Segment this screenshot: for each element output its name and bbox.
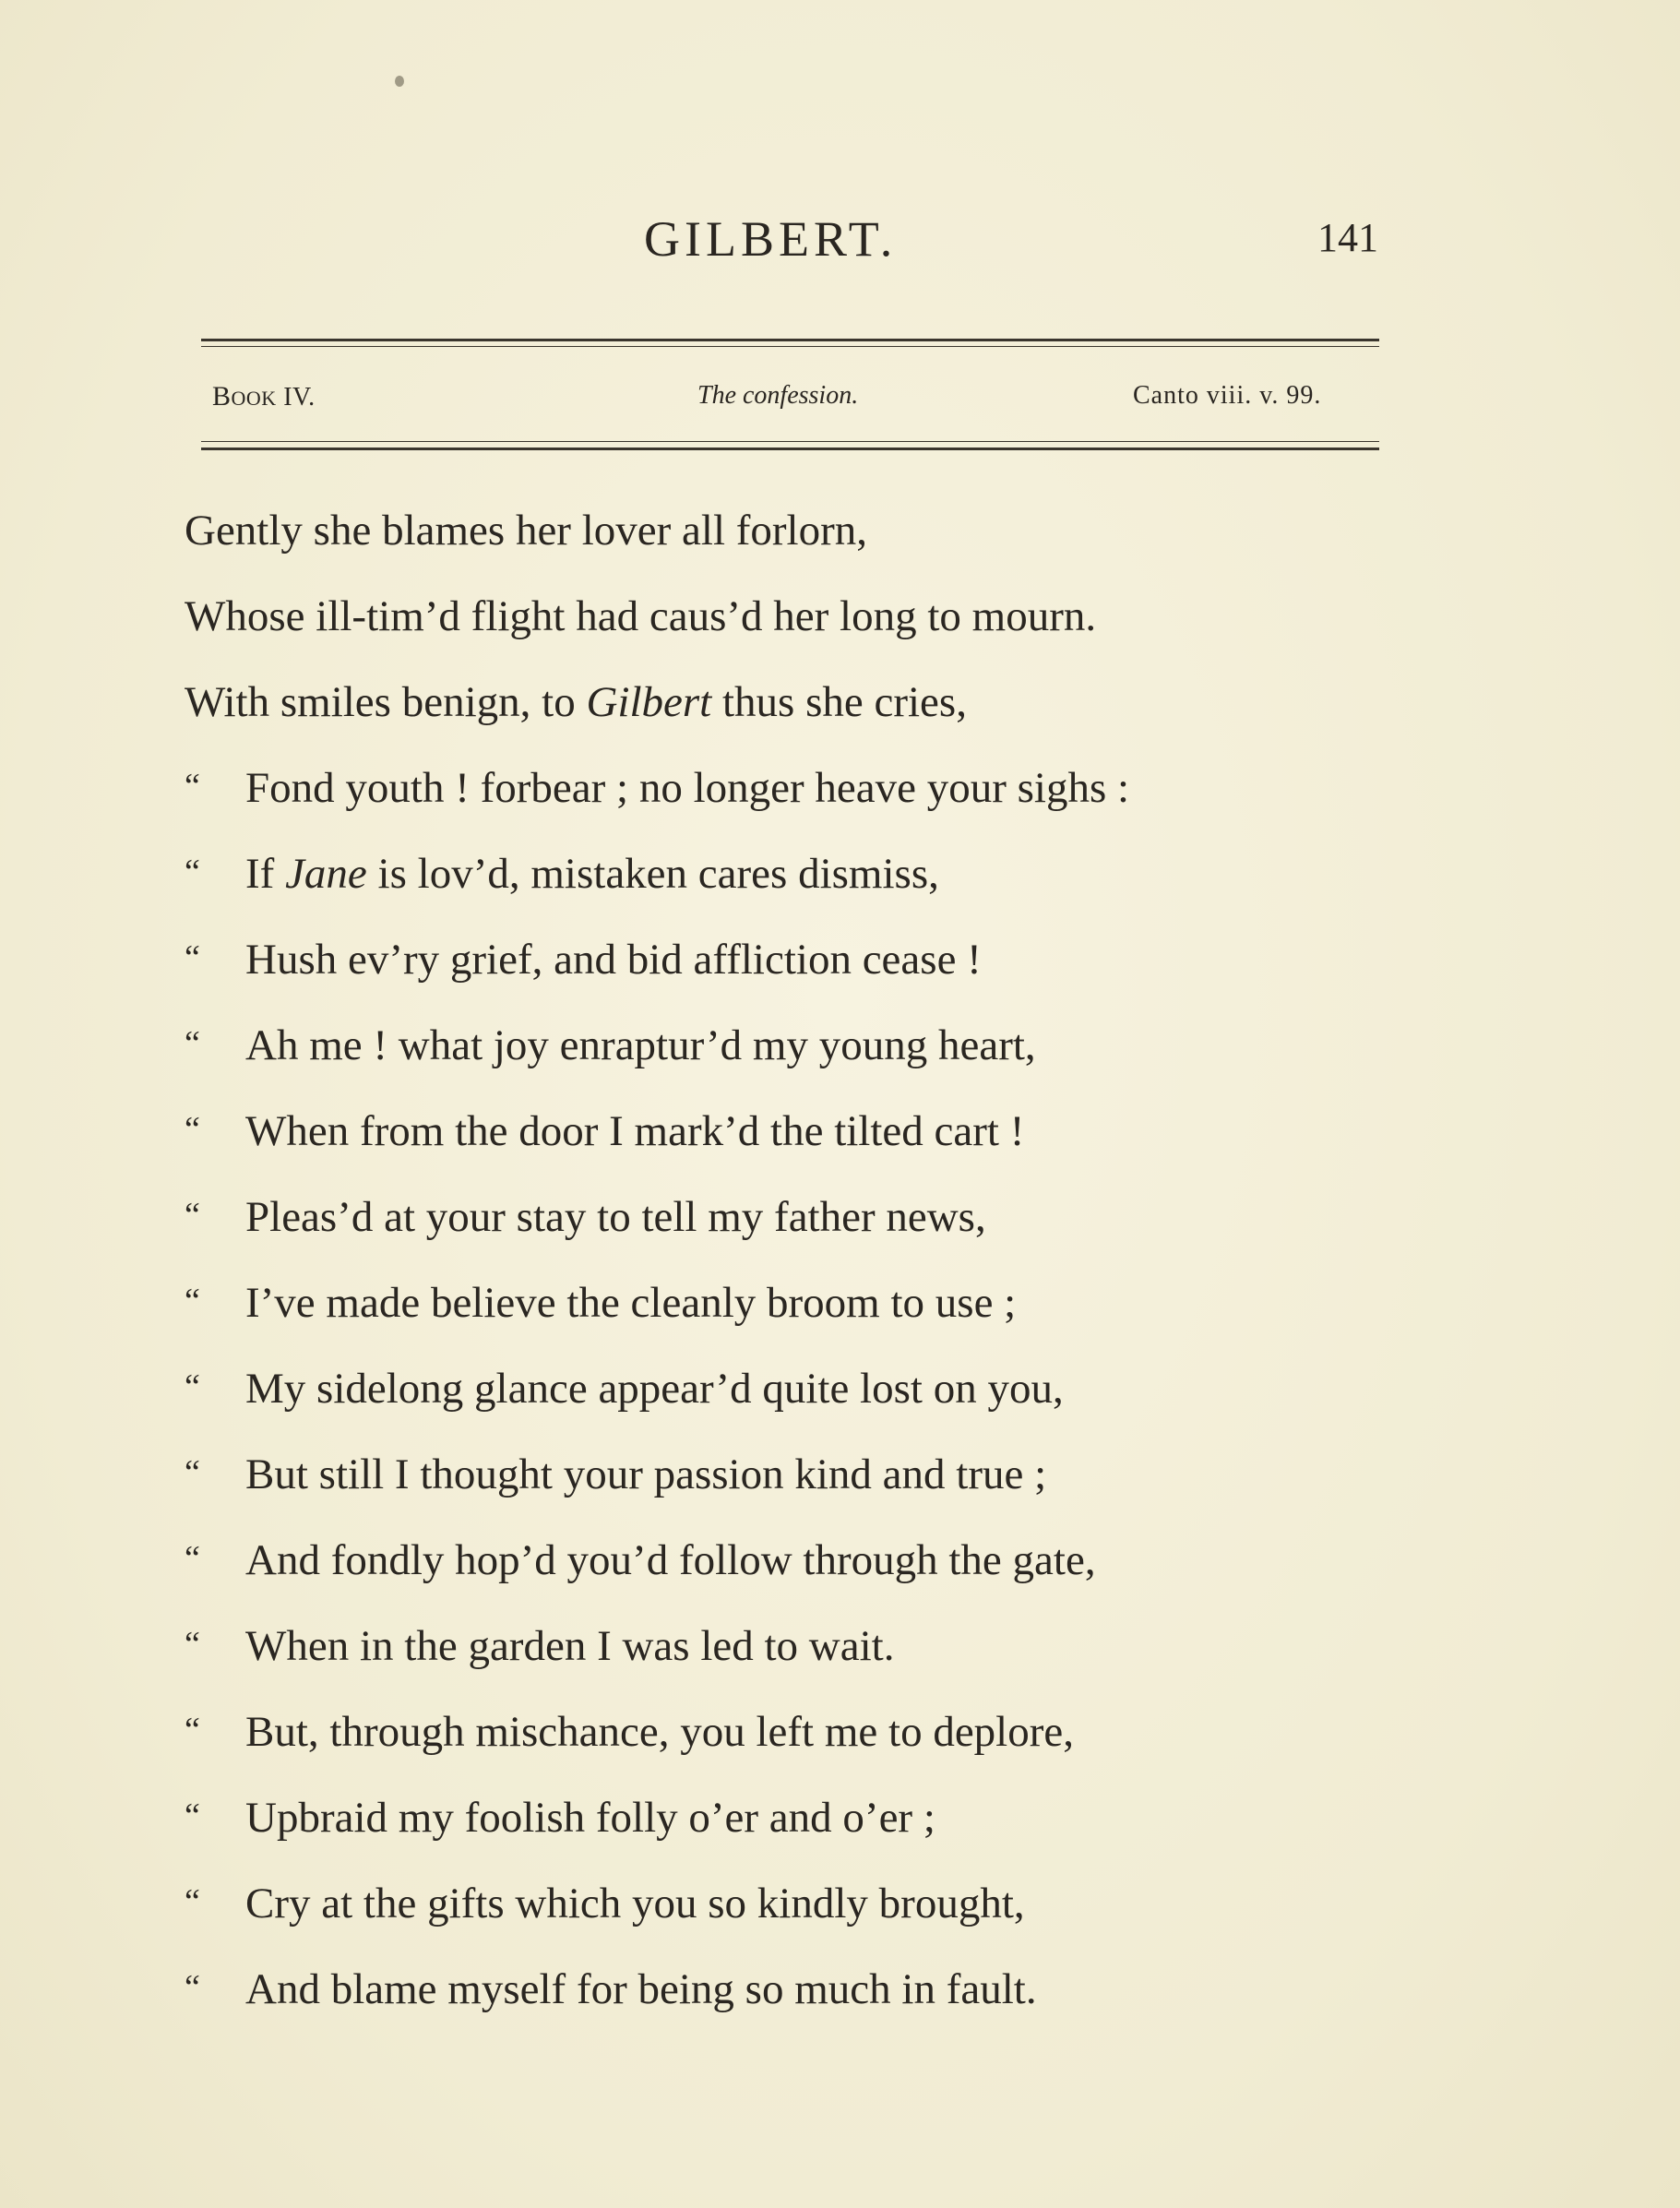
verse-text-continued: thus she cries, <box>711 678 967 726</box>
verse-text: Cry at the gifts which you so kindly brought, <box>245 1880 1025 1928</box>
verse-line-text <box>245 1193 986 1241</box>
verse-line-text <box>245 850 939 898</box>
header-rule-top <box>201 339 1379 341</box>
verse-line-text <box>245 1882 1025 1926</box>
opening-quote-mark: “ <box>185 1882 200 1921</box>
verse-line-text <box>245 1536 1096 1584</box>
caption-canto: Canto viii. v. 99. <box>1133 381 1322 410</box>
verse-text: Whose ill-tim’d flight had caus’d her long to mourn. <box>185 592 1097 640</box>
opening-quote-mark: “ <box>185 1453 200 1492</box>
caption-book-small-caps: OOK <box>231 387 277 410</box>
verse-line-text <box>185 509 867 553</box>
opening-quote-mark: “ <box>185 767 200 806</box>
verse-text: With smiles benign, to <box>185 678 587 726</box>
verse-line-text <box>245 1021 1036 1069</box>
opening-quote-mark: “ <box>185 1110 200 1149</box>
italic-name: Jane <box>285 850 367 898</box>
verse-line-text <box>245 1796 935 1840</box>
opening-quote-mark: “ <box>185 1539 200 1578</box>
verse-line-text <box>245 1965 1037 2013</box>
verse-text: When in the garden I was led to wait. <box>245 1622 895 1670</box>
verse-text: Gently she blames her lover all forlorn, <box>185 507 868 555</box>
verse-text: When from the door I mark’d the tilted cart ! <box>245 1107 1025 1155</box>
page-number: 141 <box>1317 215 1378 260</box>
ink-spot <box>395 76 404 87</box>
verse-line-text <box>245 1107 1025 1155</box>
verse-line-text <box>245 1279 1017 1327</box>
opening-quote-mark: “ <box>185 1367 200 1406</box>
caption-book-initial: B <box>212 381 232 412</box>
opening-quote-mark: “ <box>185 1282 200 1320</box>
opening-quote-mark: “ <box>185 1196 200 1235</box>
opening-quote-mark: “ <box>185 1024 200 1063</box>
verse-text: If <box>245 850 286 898</box>
caption-section: The confession. <box>697 381 859 410</box>
verse-line-text <box>245 938 982 982</box>
verse-line-text <box>245 1622 895 1670</box>
verse-text: Ah me ! what joy enraptur’d my young heart, <box>245 1021 1036 1069</box>
opening-quote-mark: “ <box>185 1968 200 2007</box>
opening-quote-mark: “ <box>185 1625 200 1664</box>
verse-line-text <box>245 764 1130 812</box>
verse-line-text <box>185 592 1097 640</box>
verse-text: Pleas’d at your stay to tell my father news, <box>245 1193 986 1241</box>
verse-line-text <box>245 1367 1064 1411</box>
caption-book-number: IV. <box>276 383 316 412</box>
verse-text: Hush ev’ry grief, and bid affliction cease ! <box>245 936 982 984</box>
verse-text: My sidelong glance appear’d quite lost on you, <box>245 1365 1064 1413</box>
verse-text-continued: is lov’d, mistaken cares dismiss, <box>366 850 939 898</box>
verse-line-text <box>185 678 967 726</box>
verse-text: But still I thought your passion kind and true ; <box>245 1450 1047 1498</box>
verse-text: But, through mischance, you left me to deplore, <box>245 1708 1075 1756</box>
opening-quote-mark: “ <box>185 1796 200 1835</box>
verse-text: Upbraid my foolish folly o’er and o’er ; <box>245 1794 935 1842</box>
verse-text: And blame myself for being so much in fault. <box>245 1965 1037 2013</box>
verse-line-text <box>245 1708 1075 1756</box>
verse-text: Fond youth ! forbear ; no longer heave your sighs : <box>245 764 1130 812</box>
verse-line-text <box>245 1450 1047 1498</box>
opening-quote-mark: “ <box>185 1711 200 1749</box>
verse-text: And fondly hop’d you’d follow through the gate, <box>245 1536 1096 1584</box>
italic-name: Gilbert <box>586 678 712 726</box>
header-rule-bottom-thin <box>201 441 1379 442</box>
running-title: GILBERT. <box>644 211 898 267</box>
verse-text: I’ve made believe the cleanly broom to use ; <box>245 1279 1017 1327</box>
header-rule-top-thin <box>201 346 1379 347</box>
header-rule-bottom <box>201 448 1379 450</box>
caption-book <box>212 381 316 412</box>
opening-quote-mark: “ <box>185 853 200 891</box>
opening-quote-mark: “ <box>185 938 200 977</box>
